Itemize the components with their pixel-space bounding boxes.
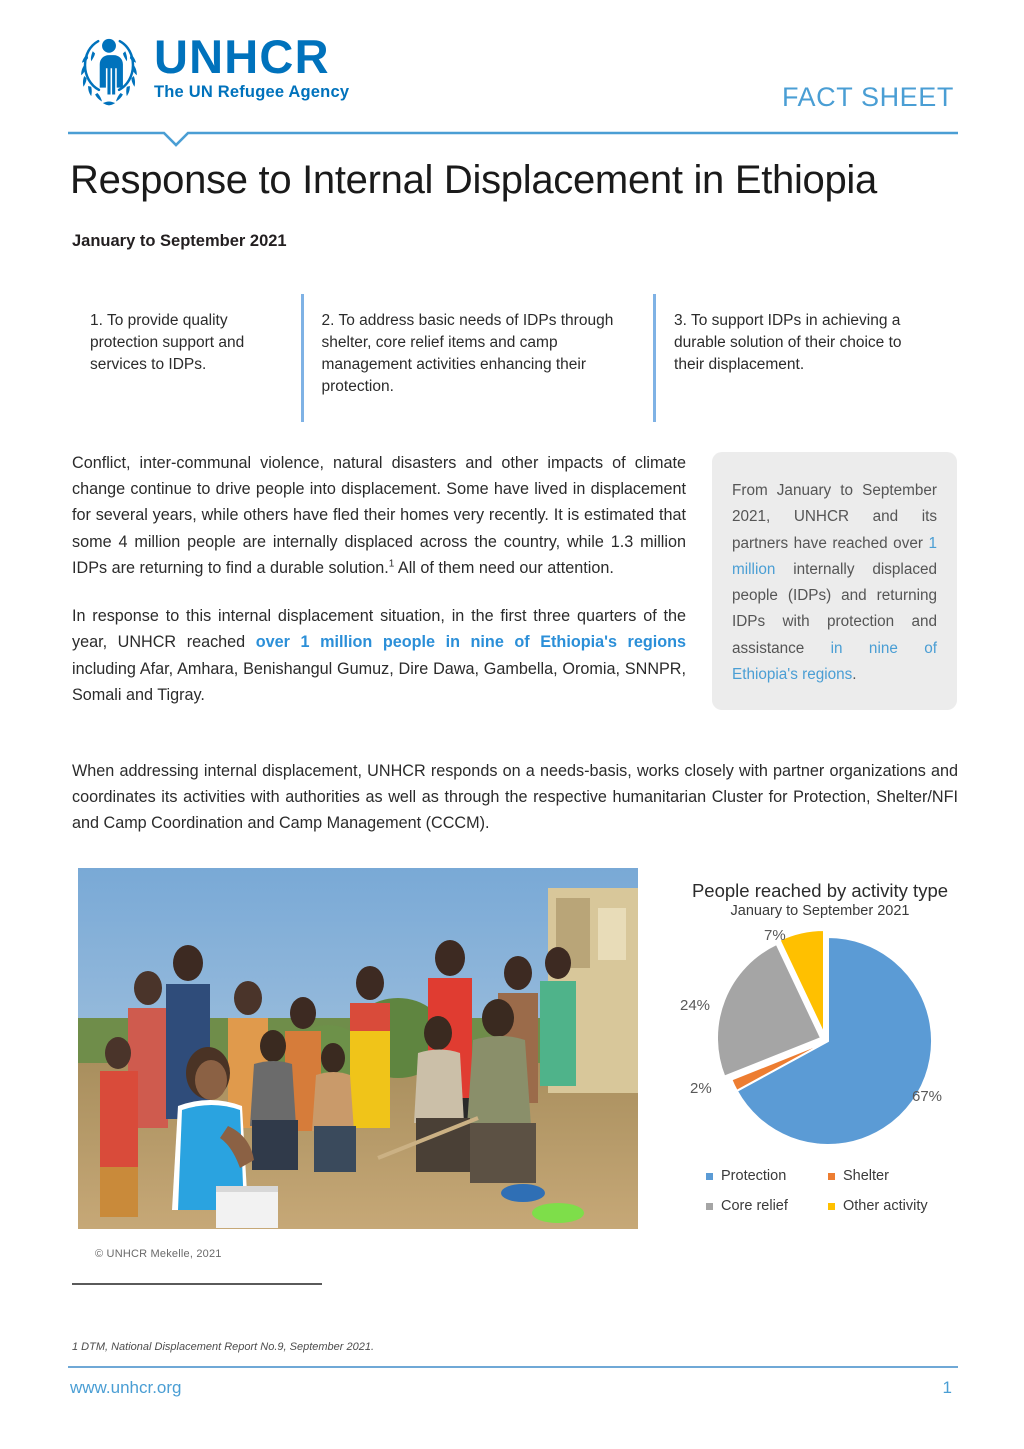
footer-website-link[interactable]: www.unhcr.org	[70, 1378, 182, 1397]
pie-label-protection: 67%	[912, 1088, 943, 1106]
legend-label-shelter: Shelter	[843, 1168, 889, 1184]
caption-separator-rule	[72, 1283, 322, 1285]
body-text-column	[72, 450, 686, 708]
page-subtitle: January to September 2021	[72, 232, 287, 250]
footer-divider-rule	[68, 1366, 958, 1368]
callout-text-b: internally displaced people (IDPs) and returning IDPs with protection and assistance	[732, 560, 937, 657]
document-type-label: FACT SHEET	[781, 82, 954, 112]
logo-tagline: The UN Refugee Agency	[154, 82, 350, 101]
paragraph-1-text-a: Conflict, inter-communal violence, natural disasters and other impacts of climate change continue to drive people into displacement. Some have lived in displacement for several years, while others have fled their homes very recently. It is estimated that some 4 million people are internally displaced across the country, while 1.3 million IDPs are returning to find a durable solution.	[72, 454, 686, 577]
pie-chart-block	[660, 880, 980, 1157]
footnote-text: 1 DTM, National Displacement Report No.9, September 2021.	[72, 1341, 375, 1353]
pie-chart-svg	[660, 925, 980, 1157]
callout-highlight-1: 1 million	[732, 534, 937, 578]
header-divider-rule	[68, 128, 958, 150]
paragraph-3: When addressing internal displacement, UNHCR responds on a needs-basis, works closely with partner organizations and coordinates its activities with authorities as well as through the respective humanitarian Cluster for Protection, Shelter/NFI and Camp Coordination and Camp Management (CCCM).	[72, 762, 958, 833]
chart-title: People reached by activity type	[691, 880, 949, 901]
pie-label-core-relief: 24%	[680, 997, 711, 1015]
highlight-callout-box	[712, 452, 957, 710]
legend-swatch-shelter-icon	[828, 1173, 835, 1180]
footer-page-number: 1	[942, 1378, 952, 1397]
paragraph-1-text-b: All of them need our attention.	[394, 558, 614, 577]
pie-label-other-activity: 7%	[764, 927, 786, 945]
chart-legend	[706, 1168, 976, 1214]
objective-item-3: 3. To support IDPs in achieving a durable solution of their choice to their displacement.	[674, 312, 902, 373]
unhcr-emblem-icon	[70, 28, 148, 110]
legend-item-core-relief	[706, 1198, 828, 1214]
legend-item-protection	[706, 1168, 828, 1184]
legend-swatch-core-relief-icon	[706, 1203, 713, 1210]
logo-wordmark	[154, 28, 349, 102]
logo-name: UNHCR	[154, 30, 330, 83]
chart-subtitle: January to September 2021	[730, 903, 910, 920]
legend-label-protection: Protection	[721, 1168, 787, 1184]
unhcr-logo	[70, 28, 349, 110]
pie-label-shelter: 2%	[690, 1080, 712, 1098]
objectives-row	[72, 292, 952, 428]
photo-credit-caption: © UNHCR Mekelle, 2021	[95, 1248, 222, 1260]
callout-text-a: From January to September 2021, UNHCR and its partners have reached over	[732, 482, 937, 552]
page-header	[0, 0, 1024, 140]
callout-text-c: .	[852, 666, 857, 684]
photo-illustration	[78, 868, 638, 1229]
photo-idp-community-meeting	[78, 868, 638, 1229]
paragraph-1	[72, 450, 686, 581]
paragraph-2	[72, 603, 686, 708]
paragraph-2-text-a: In response to this internal displacement situation, in the first three quarters of the year, UNHCR reached	[72, 607, 686, 652]
legend-item-shelter	[828, 1168, 976, 1184]
legend-label-core-relief: Core relief	[721, 1198, 788, 1214]
pie-chart-area	[660, 925, 980, 1157]
paragraph-2-highlight: over 1 million people in nine of Ethiopia's regions	[255, 633, 686, 652]
legend-swatch-other-activity-icon	[828, 1203, 835, 1210]
page-title: Response to Internal Displacement in Ethiopia	[70, 158, 877, 202]
objective-item-2: 2. To address basic needs of IDPs through shelter, core relief items and camp management activities enhancing their protection.	[321, 312, 614, 395]
footnote-marker: 1	[388, 558, 395, 570]
legend-item-other-activity	[828, 1198, 976, 1214]
legend-label-other-activity: Other activity	[843, 1198, 928, 1214]
callout-highlight-2: in nine of Ethiopia's regions	[732, 639, 937, 684]
legend-swatch-protection-icon	[706, 1173, 713, 1180]
paragraph-2-text-b: including Afar, Amhara, Benishangul Gumuz, Dire Dawa, Gambella, Oromia, SNNPR, Somali and Tigray.	[72, 659, 686, 704]
objective-item-1: 1. To provide quality protection support and services to IDPs.	[90, 312, 245, 373]
